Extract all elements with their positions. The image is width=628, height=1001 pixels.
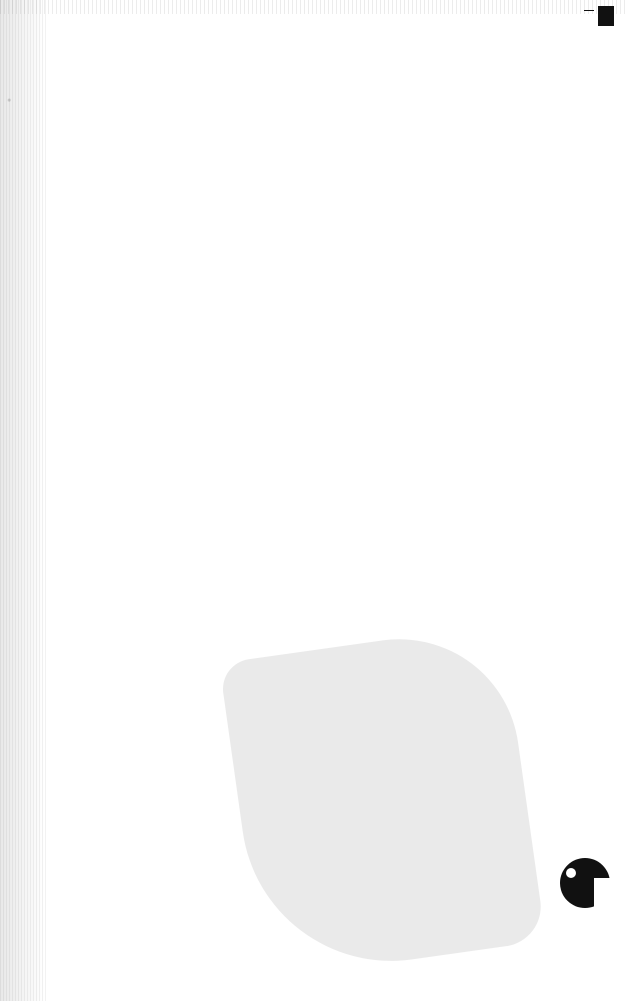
series-title	[584, 6, 594, 11]
scan-edge-left	[0, 0, 46, 1001]
side-stamp	[594, 878, 624, 996]
watermark-seal	[219, 624, 546, 981]
page-corner-mark-hole	[566, 868, 576, 878]
scan-edge-top	[0, 0, 628, 14]
header-tab-mark	[598, 6, 614, 26]
